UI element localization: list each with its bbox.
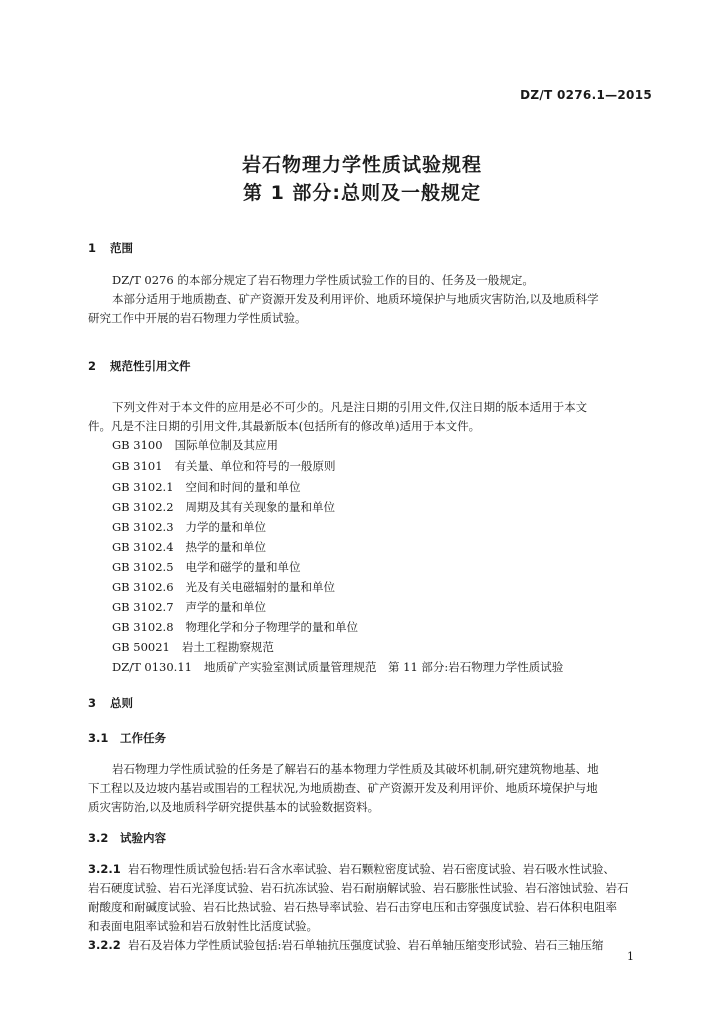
reference-title: 周期及其有关现象的量和单位	[185, 500, 336, 514]
standard-code: DZ/T 0276.1—2015	[520, 88, 652, 102]
reference-code: GB 3101	[112, 459, 163, 473]
section-title: 规范性引用文件	[110, 359, 191, 373]
reference-title: 空间和时间的量和单位	[185, 480, 301, 494]
clause-3-2-2	[88, 936, 656, 955]
paragraph: 本部分适用于地质勘查、矿产资源开发及利用评价、地质环境保护与地质灾害防治,以及地质科学	[112, 292, 599, 306]
subsection-title: 试验内容	[120, 831, 166, 845]
reference-item	[112, 639, 274, 655]
paragraph-continued: 岩石硬度试验、岩石光泽度试验、岩石抗冻试验、岩石耐崩解试验、岩石膨胀性试验、岩石溶蚀试验、岩石	[88, 881, 629, 895]
document-subtitle: 第 1 部分:总则及一般规定	[242, 182, 482, 204]
reference-item	[112, 579, 335, 595]
reference-title: 岩土工程勘察规范	[181, 640, 274, 654]
paragraph: 岩石物理力学性质试验的任务是了解岩石的基本物理力学性质及其破坏机制,研究建筑物地基、地	[112, 762, 599, 776]
section-2-heading	[88, 358, 191, 374]
reference-title: 电学和磁学的量和单位	[185, 560, 301, 574]
reference-title: 有关量、单位和符号的一般原则	[174, 459, 336, 473]
section-1-heading	[88, 240, 133, 256]
reference-item	[112, 619, 358, 635]
subsection-number: 3.2	[88, 831, 109, 845]
paragraph-continued: 和表面电阻率试验和岩石放射性比活度试验。	[88, 919, 318, 933]
reference-item	[112, 499, 335, 515]
section-3-heading	[88, 695, 133, 711]
document-title: 岩石物理力学性质试验规程	[241, 154, 482, 176]
section-number: 2	[88, 359, 97, 373]
paragraph-continued: 件。凡是不注日期的引用文件,其最新版本(包括所有的修改单)适用于本文件。	[88, 419, 481, 433]
section-number: 3	[88, 696, 97, 710]
reference-code: GB 3102.4	[112, 540, 174, 554]
reference-code: GB 3102.3	[112, 520, 174, 534]
reference-title: 热学的量和单位	[185, 540, 267, 554]
reference-code: GB 3102.6	[112, 580, 174, 594]
reference-title: 声学的量和单位	[185, 600, 267, 614]
reference-item	[112, 599, 266, 615]
reference-code: DZ/T 0130.11	[112, 660, 192, 674]
paragraph-continued: 耐酸度和耐碱度试验、岩石比热试验、岩石热导率试验、岩石击穿电压和击穿强度试验、岩石体积电阻率	[88, 900, 617, 914]
reference-code: GB 3102.5	[112, 560, 174, 574]
reference-code: GB 3102.2	[112, 500, 174, 514]
paragraph: DZ/T 0276 的本部分规定了岩石物理力学性质试验工作的目的、任务及一般规定。	[112, 273, 534, 287]
reference-title: 力学的量和单位	[185, 520, 267, 534]
reference-item	[112, 437, 278, 453]
reference-item	[112, 519, 266, 535]
page-number: 1	[627, 950, 634, 963]
reference-item	[112, 479, 301, 495]
section-number: 1	[88, 241, 97, 255]
reference-item	[112, 659, 563, 675]
reference-code: GB 3102.1	[112, 480, 174, 494]
clause-number: 3.2.1	[88, 862, 121, 876]
clause-3-2-1	[88, 860, 656, 879]
subsection-3-1-heading	[88, 730, 166, 746]
clause-number: 3.2.2	[88, 938, 121, 952]
clause-text: 岩石及岩体力学性质试验包括:岩石单轴抗压强度试验、岩石单轴压缩变形试验、岩石三轴压缩	[128, 938, 604, 952]
subsection-title: 工作任务	[120, 731, 166, 745]
section-title: 总则	[110, 696, 133, 710]
reference-item	[112, 458, 336, 474]
reference-code: GB 50021	[112, 640, 170, 654]
reference-title: 地质矿产实验室测试质量管理规范 第 11 部分:岩石物理力学性质试验	[203, 660, 564, 674]
reference-code: GB 3102.8	[112, 620, 174, 634]
paragraph-continued: 质灾害防治,以及地质科学研究提供基本的试验数据资料。	[88, 800, 380, 814]
reference-title: 光及有关电磁辐射的量和单位	[185, 580, 336, 594]
reference-title: 国际单位制及其应用	[174, 438, 279, 452]
paragraph-continued: 下工程以及边坡内基岩或围岩的工程状况,为地质勘查、矿产资源开发及利用评价、地质环境保护与地	[88, 781, 598, 795]
section-title: 范围	[110, 241, 133, 255]
clause-text: 岩石物理性质试验包括:岩石含水率试验、岩石颗粒密度试验、岩石密度试验、岩石吸水性试验、	[128, 862, 615, 876]
reference-code: GB 3102.7	[112, 600, 174, 614]
reference-item	[112, 559, 301, 575]
paragraph: 下列文件对于本文件的应用是必不可少的。凡是注日期的引用文件,仅注日期的版本适用于本文	[112, 400, 588, 414]
reference-title: 物理化学和分子物理学的量和单位	[185, 620, 359, 634]
reference-code: GB 3100	[112, 438, 163, 452]
subsection-3-2-heading	[88, 830, 166, 846]
subsection-number: 3.1	[88, 731, 109, 745]
reference-item	[112, 539, 266, 555]
paragraph-continued: 研究工作中开展的岩石物理力学性质试验。	[88, 311, 307, 325]
